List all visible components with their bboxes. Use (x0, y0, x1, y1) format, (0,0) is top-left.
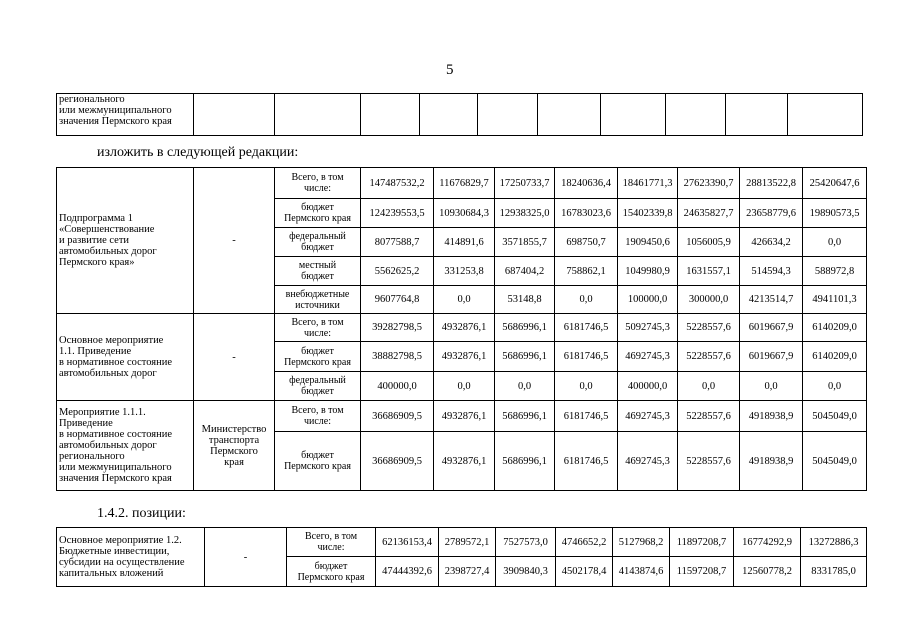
value-cell: 16774292,9 (734, 528, 801, 557)
value-cell: 5045049,0 (803, 401, 867, 432)
value-cell: 4932876,1 (434, 314, 495, 342)
value-cell: 1056005,9 (678, 228, 740, 257)
value-cell: 758862,1 (555, 257, 618, 286)
value-cell: 13272886,3 (801, 528, 867, 557)
value-cell: 4692745,3 (618, 401, 678, 432)
heading-positions: 1.4.2. позиции: (97, 506, 186, 521)
value-cell: 3571855,7 (495, 228, 555, 257)
value-cell: 6140209,0 (803, 342, 867, 372)
funding-source-label: Всего, в том числе: (275, 314, 361, 342)
value-cell: 0,0 (555, 372, 618, 401)
value-cell: 0,0 (495, 372, 555, 401)
funding-source-label: Всего, в том числе: (287, 528, 376, 557)
value-cell: 4692745,3 (618, 432, 678, 491)
main-table (56, 167, 867, 491)
value-cell: 0,0 (678, 372, 740, 401)
value-cell: 331253,8 (434, 257, 495, 286)
page-number: 5 (446, 62, 454, 78)
table-row (57, 401, 867, 432)
value-cell: 6019667,9 (740, 342, 803, 372)
value-cell: 5562625,2 (361, 257, 434, 286)
table-row (57, 528, 867, 557)
value-cell: 5686996,1 (495, 432, 555, 491)
value-cell: 6181746,5 (555, 342, 618, 372)
value-cell: 47444392,6 (376, 557, 439, 587)
value-cell: 687404,2 (495, 257, 555, 286)
value-cell: 8077588,7 (361, 228, 434, 257)
value-cell: 5686996,1 (495, 342, 555, 372)
value-cell: 24635827,7 (678, 199, 740, 228)
funding-source-label: бюджет Пермского края (275, 432, 361, 491)
value-cell: 18461771,3 (618, 168, 678, 199)
value-cell: 414891,6 (434, 228, 495, 257)
value-cell: 5228557,6 (678, 314, 740, 342)
value-cell: 12560778,2 (734, 557, 801, 587)
value-cell: 0,0 (434, 286, 495, 314)
row-group-name: Основное мероприятие 1.1. Приведение в нормативное состояние автомобильных дорог (57, 314, 194, 401)
value-cell: 124239553,5 (361, 199, 434, 228)
value-cell: 4143874,6 (613, 557, 670, 587)
value-cell: 400000,0 (361, 372, 434, 401)
funding-source-label: бюджет Пермского края (275, 342, 361, 372)
value-cell: 5045049,0 (803, 432, 867, 491)
value-cell: 300000,0 (678, 286, 740, 314)
value-cell: 4932876,1 (434, 342, 495, 372)
responsible-executor: - (194, 168, 275, 314)
value-cell: 27623390,7 (678, 168, 740, 199)
value-cell: 11897208,7 (670, 528, 734, 557)
row-group-name: Мероприятие 1.1.1. Приведение в нормативное состояние автомобильных дорог регионального или межмуниципального значения Пермского края (57, 401, 194, 491)
value-cell: 4746652,2 (556, 528, 613, 557)
value-cell: 400000,0 (618, 372, 678, 401)
value-cell: 12938325,0 (495, 199, 555, 228)
responsible-executor: - (205, 528, 287, 587)
value-cell: 4941101,3 (803, 286, 867, 314)
value-cell: 1909450,6 (618, 228, 678, 257)
funding-source-label: федеральный бюджет (275, 372, 361, 401)
value-cell: 53148,8 (495, 286, 555, 314)
row-group-name: Основное мероприятие 1.2. Бюджетные инвестиции, субсидии на осуществление капитальных вложений (57, 528, 205, 587)
value-cell: 1631557,1 (678, 257, 740, 286)
value-cell: 6181746,5 (555, 314, 618, 342)
funding-source-label: Всего, в том числе: (275, 401, 361, 432)
funding-source-label: местный бюджет (275, 257, 361, 286)
value-cell: 698750,7 (555, 228, 618, 257)
value-cell: 28813522,8 (740, 168, 803, 199)
value-cell: 426634,2 (740, 228, 803, 257)
value-cell: 4918938,9 (740, 401, 803, 432)
table-row (57, 314, 867, 342)
value-cell: 6140209,0 (803, 314, 867, 342)
value-cell: 9607764,8 (361, 286, 434, 314)
value-cell: 4918938,9 (740, 432, 803, 491)
funding-source-label: бюджет Пермского края (287, 557, 376, 587)
value-cell: 5127968,2 (613, 528, 670, 557)
value-cell: 5686996,1 (495, 314, 555, 342)
value-cell: 2398727,4 (439, 557, 496, 587)
value-cell: 17250733,7 (495, 168, 555, 199)
value-cell: 18240636,4 (555, 168, 618, 199)
row-group-name: Подпрограмма 1 «Совершенствование и развитие сети автомобильных дорог Пермского края» (57, 168, 194, 314)
value-cell: 25420647,6 (803, 168, 867, 199)
responsible-executor: Министерство транспорта Пермского края (194, 401, 275, 491)
value-cell: 4502178,4 (556, 557, 613, 587)
value-cell: 100000,0 (618, 286, 678, 314)
value-cell: 23658779,6 (740, 199, 803, 228)
value-cell: 2789572,1 (439, 528, 496, 557)
value-cell: 588972,8 (803, 257, 867, 286)
funding-source-label: внебюджетные источники (275, 286, 361, 314)
value-cell: 36686909,5 (361, 432, 434, 491)
previous-table-name-cell: регионального или межмуниципального значения Пермского края (57, 94, 194, 136)
value-cell: 7527573,0 (496, 528, 556, 557)
value-cell: 6181746,5 (555, 401, 618, 432)
value-cell: 5228557,6 (678, 432, 740, 491)
value-cell: 4692745,3 (618, 342, 678, 372)
value-cell: 16783023,6 (555, 199, 618, 228)
value-cell: 3909840,3 (496, 557, 556, 587)
value-cell: 5686996,1 (495, 401, 555, 432)
responsible-executor: - (194, 314, 275, 401)
value-cell: 10930684,3 (434, 199, 495, 228)
funding-source-label: бюджет Пермского края (275, 199, 361, 228)
funding-source-label: Всего, в том числе: (275, 168, 361, 199)
second-table (56, 527, 867, 587)
value-cell: 0,0 (803, 228, 867, 257)
value-cell: 5228557,6 (678, 342, 740, 372)
value-cell: 11676829,7 (434, 168, 495, 199)
heading-new-edition: изложить в следующей редакции: (97, 145, 299, 160)
value-cell: 5092745,3 (618, 314, 678, 342)
value-cell: 4932876,1 (434, 401, 495, 432)
table-row (57, 168, 867, 199)
value-cell: 0,0 (740, 372, 803, 401)
value-cell: 15402339,8 (618, 199, 678, 228)
previous-table-fragment (56, 93, 863, 136)
value-cell: 514594,3 (740, 257, 803, 286)
value-cell: 11597208,7 (670, 557, 734, 587)
value-cell: 4213514,7 (740, 286, 803, 314)
value-cell: 36686909,5 (361, 401, 434, 432)
value-cell: 62136153,4 (376, 528, 439, 557)
value-cell: 6019667,9 (740, 314, 803, 342)
value-cell: 39282798,5 (361, 314, 434, 342)
value-cell: 38882798,5 (361, 342, 434, 372)
value-cell: 19890573,5 (803, 199, 867, 228)
value-cell: 0,0 (803, 372, 867, 401)
value-cell: 5228557,6 (678, 401, 740, 432)
value-cell: 0,0 (555, 286, 618, 314)
value-cell: 4932876,1 (434, 432, 495, 491)
value-cell: 0,0 (434, 372, 495, 401)
value-cell: 147487532,2 (361, 168, 434, 199)
value-cell: 1049980,9 (618, 257, 678, 286)
value-cell: 8331785,0 (801, 557, 867, 587)
value-cell: 6181746,5 (555, 432, 618, 491)
funding-source-label: федеральный бюджет (275, 228, 361, 257)
